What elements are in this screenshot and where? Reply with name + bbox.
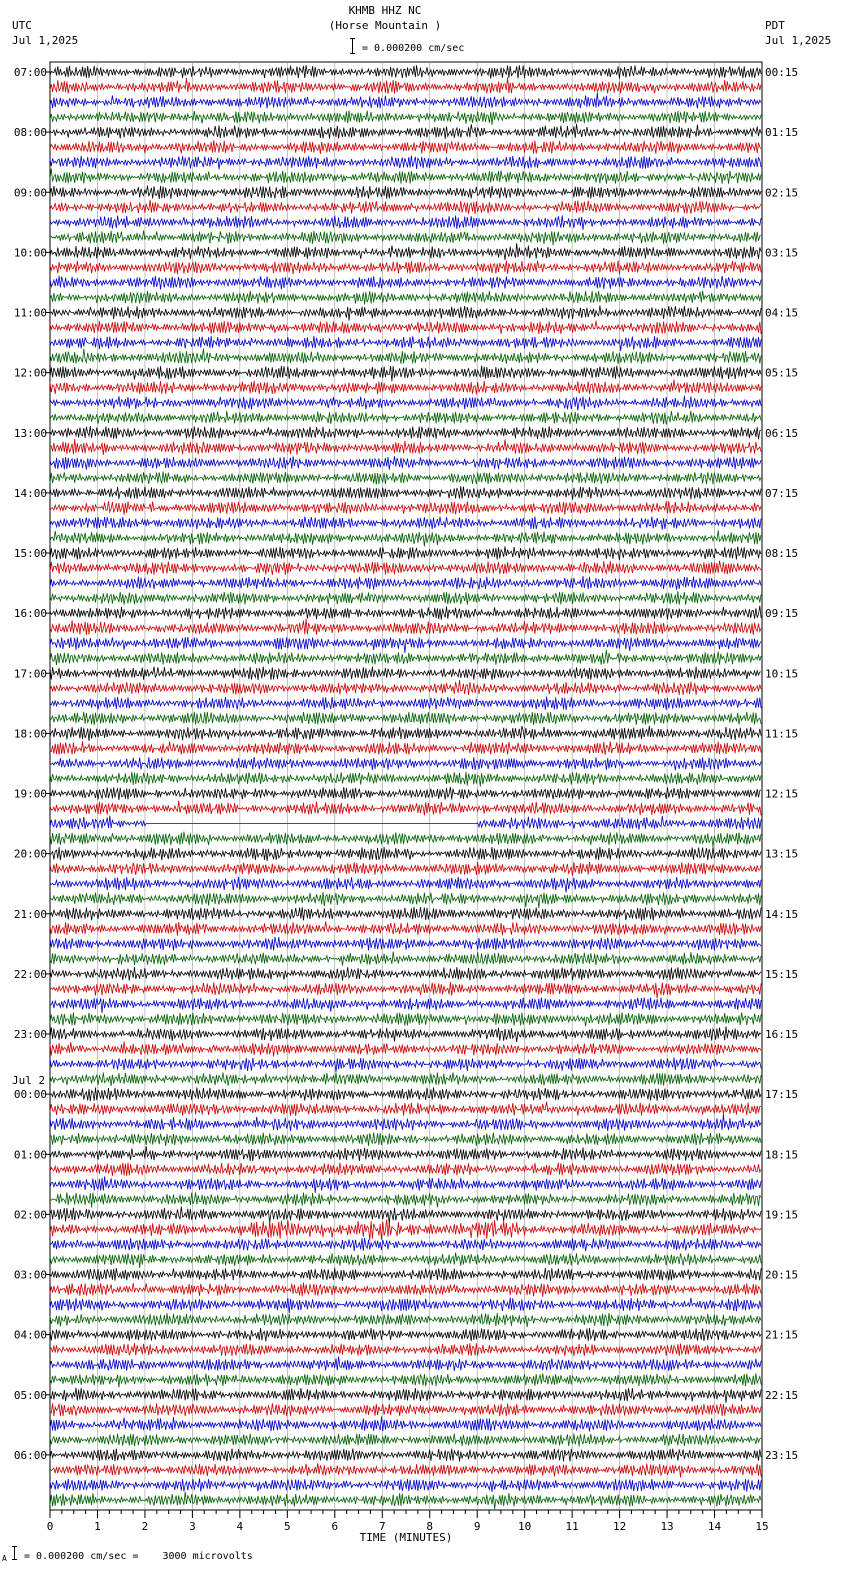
trace-row xyxy=(50,862,761,876)
trace-row xyxy=(50,439,761,455)
trace-row xyxy=(50,486,761,499)
x-tick-label: 5 xyxy=(284,1520,291,1533)
right-hour-label: 01:15 xyxy=(765,126,799,140)
trace-row xyxy=(50,922,761,936)
x-tick-label: 1 xyxy=(94,1520,101,1533)
trace-row xyxy=(50,169,761,184)
right-hour-label: 16:15 xyxy=(765,1028,799,1042)
right-date: Jul 1,2025 xyxy=(765,34,832,47)
trace-row xyxy=(50,1479,761,1492)
trace-row xyxy=(50,1192,761,1207)
trace-row xyxy=(50,546,761,560)
trace-row xyxy=(50,576,761,590)
left-hour-label: 02:00 xyxy=(13,1208,47,1222)
trace-row xyxy=(50,667,761,680)
x-tick-label: 9 xyxy=(473,1520,481,1533)
left-hour-label: 22:00 xyxy=(13,967,47,981)
trace-row xyxy=(50,366,761,382)
x-tick-label: 3 xyxy=(189,1520,196,1533)
right-hour-label: 18:15 xyxy=(765,1148,799,1162)
right-hour-label: 02:15 xyxy=(765,186,799,200)
trace-row xyxy=(50,1253,761,1268)
footer-prefix: A xyxy=(2,1554,7,1563)
trace-row xyxy=(50,1058,761,1072)
x-tick-label: 15 xyxy=(755,1520,769,1533)
trace-row xyxy=(50,787,761,800)
trace-row xyxy=(50,1313,761,1327)
trace-row xyxy=(50,200,761,214)
trace-row xyxy=(50,847,761,861)
left-hour-label: 00:00 xyxy=(13,1088,47,1102)
left-hour-label: 10:00 xyxy=(13,246,47,260)
left-hour-label: 06:00 xyxy=(13,1448,47,1462)
trace-row xyxy=(50,741,761,755)
trace-row xyxy=(50,156,761,170)
trace-row xyxy=(50,1357,761,1371)
trace-row xyxy=(50,261,761,275)
trace-row xyxy=(50,426,761,439)
right-hour-label: 11:15 xyxy=(765,727,799,741)
trace-row xyxy=(50,517,761,530)
trace-row xyxy=(50,816,761,830)
trace-row xyxy=(50,1026,761,1042)
trace-row xyxy=(50,111,761,125)
left-hour-label: 16:00 xyxy=(13,607,47,621)
left-date: Jul 1,2025 xyxy=(12,34,79,47)
trace-row xyxy=(50,1268,761,1281)
trace-row xyxy=(50,1492,761,1509)
x-tick-label: 13 xyxy=(660,1520,674,1533)
trace-row xyxy=(50,396,761,411)
trace-row xyxy=(50,637,761,653)
x-tick-label: 2 xyxy=(141,1520,149,1533)
trace-row xyxy=(50,276,761,290)
trace-row xyxy=(50,1207,761,1224)
trace-row xyxy=(50,93,761,109)
left-hour-label: 07:00 xyxy=(13,66,47,79)
trace-row xyxy=(50,231,761,246)
right-hour-label: 08:15 xyxy=(765,547,799,561)
right-hour-label: 20:15 xyxy=(765,1268,799,1282)
right-hour-label: 17:15 xyxy=(765,1088,799,1102)
trace-row xyxy=(50,1434,761,1447)
trace-row xyxy=(50,757,761,770)
x-tick-label: 14 xyxy=(707,1520,722,1533)
left-hour-label: 04:00 xyxy=(13,1328,47,1342)
trace-row xyxy=(50,140,761,154)
footer-scale-bar-icon xyxy=(14,1546,15,1560)
trace-row xyxy=(50,561,761,575)
trace-row xyxy=(50,907,761,921)
trace-row xyxy=(50,1087,761,1101)
left-hour-label: 17:00 xyxy=(13,667,47,681)
trace-row xyxy=(50,1328,761,1341)
trace-row xyxy=(50,712,761,725)
trace-row xyxy=(50,349,761,365)
left-hour-label: 20:00 xyxy=(13,847,47,861)
trace-row xyxy=(50,291,761,305)
right-hour-label: 15:15 xyxy=(765,967,799,981)
left-hour-label: 11:00 xyxy=(13,306,47,320)
trace-row xyxy=(50,1449,761,1462)
trace-row xyxy=(50,215,761,229)
left-hour-label: 18:00 xyxy=(13,727,47,741)
trace-row xyxy=(50,243,761,260)
left-hour-label: 13:00 xyxy=(13,426,47,440)
trace-row xyxy=(50,1403,761,1416)
trace-row xyxy=(50,1012,761,1026)
right-hour-label: 14:15 xyxy=(765,907,799,921)
trace-row xyxy=(50,530,761,546)
date-change-label: Jul 2 xyxy=(12,1074,46,1088)
trace-row xyxy=(50,1072,761,1086)
trace-row xyxy=(50,1373,761,1387)
trace-row xyxy=(50,982,761,998)
right-hour-label: 12:15 xyxy=(765,787,799,801)
trace-row xyxy=(50,77,761,94)
trace-row xyxy=(50,591,761,605)
trace-row xyxy=(50,305,761,320)
trace-row xyxy=(50,726,761,741)
trace-row xyxy=(50,680,761,695)
trace-row xyxy=(50,801,761,816)
left-hour-label: 15:00 xyxy=(13,547,47,561)
x-tick-label: 10 xyxy=(518,1520,532,1533)
trace-row xyxy=(50,1388,761,1403)
right-hour-label: 04:15 xyxy=(765,306,799,320)
trace-row xyxy=(50,186,761,199)
footer-scale-text: = 0.000200 cm/sec = 3000 microvolts xyxy=(24,1551,253,1562)
station-location: (Horse Mountain ) xyxy=(328,19,442,32)
trace-row xyxy=(50,1163,761,1176)
trace-row xyxy=(50,1463,761,1477)
trace-row xyxy=(50,1114,761,1131)
x-tick-label: 8 xyxy=(426,1520,434,1533)
x-tick-label: 11 xyxy=(565,1520,579,1533)
right-hour-label: 09:15 xyxy=(765,607,799,621)
trace-row xyxy=(50,1343,761,1356)
trace-row xyxy=(50,998,761,1014)
trace-row xyxy=(50,952,761,966)
right-hour-label: 05:15 xyxy=(765,366,799,380)
left-hour-label: 01:00 xyxy=(13,1148,47,1162)
x-tick-label: 4 xyxy=(236,1520,244,1533)
trace-row xyxy=(50,456,761,470)
left-hour-label: 23:00 xyxy=(13,1028,47,1042)
right-hour-label: 19:15 xyxy=(765,1208,799,1222)
trace-row xyxy=(50,1176,761,1192)
left-hour-label: 19:00 xyxy=(13,787,47,801)
x-tick-label: 6 xyxy=(331,1520,339,1533)
x-tick-label: 7 xyxy=(378,1520,386,1533)
right-hour-label: 13:15 xyxy=(765,847,799,861)
trace-row xyxy=(50,606,761,620)
trace-row xyxy=(50,1283,761,1297)
trace-row xyxy=(50,411,761,425)
trace-row xyxy=(50,65,761,78)
trace-row xyxy=(50,619,761,635)
right-hour-label: 10:15 xyxy=(765,667,799,681)
left-hour-label: 08:00 xyxy=(13,126,47,140)
trace-row xyxy=(50,937,761,950)
right-timezone: PDT xyxy=(765,19,785,32)
trace-row xyxy=(50,1133,761,1146)
trace-row xyxy=(50,380,761,395)
trace-row xyxy=(50,877,761,893)
trace-row xyxy=(50,471,761,484)
trace-row xyxy=(50,892,761,908)
left-hour-label: 05:00 xyxy=(13,1388,47,1402)
x-axis-label: TIME (MINUTES) xyxy=(359,1531,453,1544)
trace-row xyxy=(50,772,761,787)
right-hour-label: 07:15 xyxy=(765,486,799,500)
trace-row xyxy=(50,832,761,847)
trace-row xyxy=(50,1238,761,1251)
left-hour-label: 21:00 xyxy=(13,907,47,921)
trace-row xyxy=(50,1146,761,1161)
trace-row xyxy=(50,501,761,515)
right-hour-label: 23:15 xyxy=(765,1448,799,1462)
trace-row xyxy=(50,697,761,710)
right-hour-label: 03:15 xyxy=(765,246,799,260)
trace-row xyxy=(50,1102,761,1116)
trace-row xyxy=(50,1219,761,1240)
right-hour-label: 00:15 xyxy=(765,66,799,79)
trace-row xyxy=(50,967,761,981)
trace-row xyxy=(50,650,761,665)
trace-row xyxy=(50,1416,761,1431)
trace-row xyxy=(50,336,761,351)
right-hour-label: 06:15 xyxy=(765,426,799,440)
left-hour-label: 09:00 xyxy=(13,186,47,200)
scale-text: = 0.000200 cm/sec xyxy=(362,43,465,54)
left-timezone: UTC xyxy=(12,19,32,32)
trace-row xyxy=(50,1042,761,1057)
right-hour-label: 21:15 xyxy=(765,1328,799,1342)
trace-row xyxy=(50,321,761,334)
left-hour-label: 03:00 xyxy=(13,1268,47,1282)
trace-row xyxy=(50,1298,761,1314)
trace-row xyxy=(50,124,761,139)
x-tick-label: 0 xyxy=(46,1520,54,1533)
left-hour-label: 12:00 xyxy=(13,366,47,380)
right-hour-label: 22:15 xyxy=(765,1388,799,1402)
x-tick-label: 12 xyxy=(612,1520,627,1533)
station-title: KHMB HHZ NC xyxy=(348,4,422,17)
left-hour-label: 14:00 xyxy=(13,486,47,500)
